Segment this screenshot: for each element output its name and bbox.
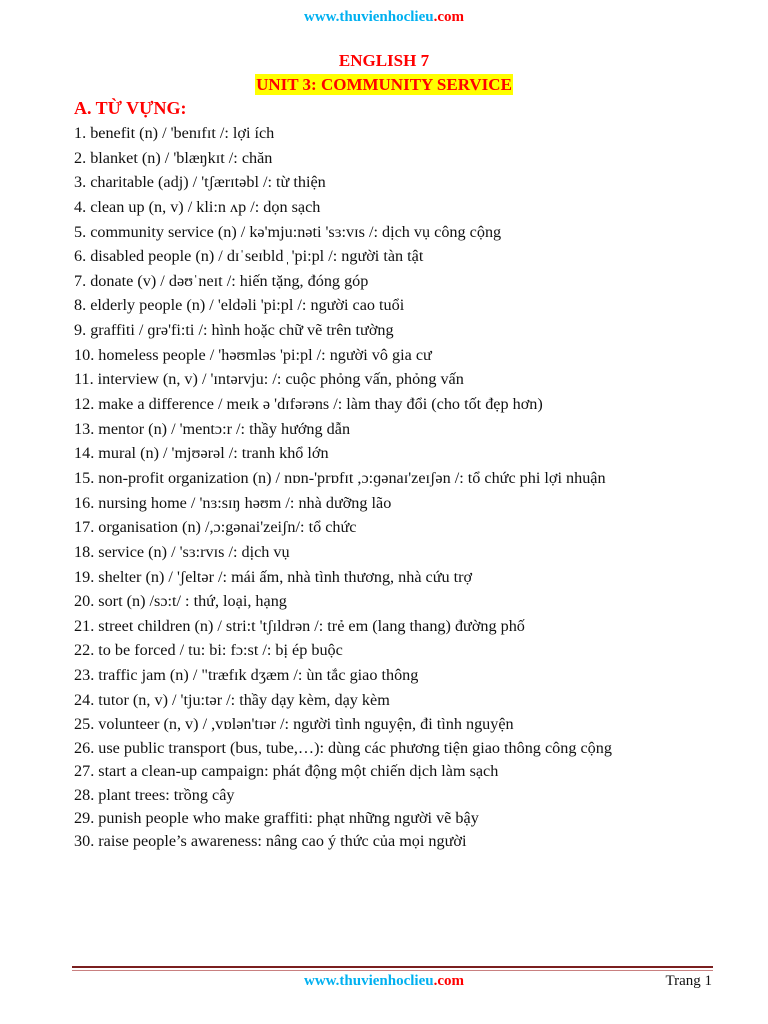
document-title: ENGLISH 7 [338,51,430,70]
vocab-item: 17. organisation (n) /,ɔ:gənai'zeiʃn/: tổ chức [74,518,357,537]
vocab-item: 30. raise people’s awareness: nâng cao ý thức của mọi người [74,832,467,851]
vocab-item: 14. mural (n) / 'mjʊərəl /: tranh khổ lớn [74,444,329,463]
header-site-domain: .com [433,9,464,25]
vocab-item: 29. punish people who make graffiti: phạt những người vẽ bậy [74,808,479,827]
vocab-item: 16. nursing home / 'nɜ:sɪŋ həʊm /: nhà dưỡng lão [74,493,392,512]
footer-divider-thin [72,970,713,971]
vocab-item: 23. traffic jam (n) / "træfɪk dʒæm /: ùn tắc giao thông [74,666,419,685]
footer-divider [72,966,713,968]
section-heading: A. TỪ VỰNG: [74,98,187,118]
vocab-item: 1. benefit (n) / 'benɪfɪt /: lợi ích [74,124,275,142]
vocab-item: 3. charitable (adj) / 'tʃærɪtəbl /: từ thiện [74,173,326,192]
unit-title: UNIT 3: COMMUNITY SERVICE [256,75,512,94]
vocab-item: 7. donate (v) / dəʊˈneɪt /: hiến tặng, đóng góp [74,271,369,290]
vocab-item: 4. clean up (n, v) / kli:n ʌp /: dọn sạch [74,197,321,216]
vocab-item: 25. volunteer (n, v) / ,vɒlən'tɪər /: người tình nguyện, đi tình nguyện [74,715,514,734]
vocab-item: 18. service (n) / 'sɜ:rvɪs /: dịch vụ [74,542,290,561]
footer-site-domain: .com [433,973,464,989]
vocab-item: 5. community service (n) / kə'mju:nəti 'sɜ:vɪs /: dịch vụ công cộng [74,222,502,241]
vocab-item: 12. make a difference / meɪk ə 'dɪfərəns /: làm thay đổi (cho tốt đẹp hơn) [74,395,543,414]
vocab-item: 19. shelter (n) / 'ʃeltər /: mái ấm, nhà tình thương, nhà cứu trợ [74,567,473,586]
vocab-item: 13. mentor (n) / 'mentɔ:r /: thầy hướng dẫn [74,419,351,438]
vocab-item: 21. street children (n) / stri:t 'tʃɪldrən /: trẻ em (lang thang) đường phố [74,616,525,635]
vocab-item: 9. graffiti / ɡrə'fi:ti /: hình hoặc chữ vẽ trên tường [74,321,394,340]
vocab-item: 22. to be forced / tu: bi: fɔ:st /: bị ép buộc [74,641,343,660]
header-site-name: www.thuvienhoclieu [303,9,434,25]
vocab-item: 28. plant trees: trồng cây [74,785,235,804]
page-number: Trang 1 [665,973,712,989]
vocab-item: 2. blanket (n) / 'blæŋkɪt /: chăn [74,148,273,167]
vocab-item: 15. non-profit organization (n) / nɒn-'prɒfɪt ,ɔ:ɡənaɪ'zeɪʃən /: tổ chức phi lợi nhuận [74,468,606,487]
vocab-item: 10. homeless people / 'həʊmləs 'pi:pl /: người vô gia cư [74,345,432,364]
vocab-item: 6. disabled people (n) / dɪˈseɪbld ̩ 'pi:pl /: người tàn tật [74,247,424,266]
header-site-link[interactable] [0,9,768,26]
vocab-item: 24. tutor (n, v) / 'tju:tər /: thầy dạy kèm, dạy kèm [74,690,390,709]
vocab-item: 27. start a clean-up campaign: phát động một chiến dịch làm sạch [74,762,499,781]
unit-title-wrap [0,74,768,95]
vocab-item: 11. interview (n, v) / 'ɪntərvju: /: cuộc phỏng vấn, phỏng vấn [74,370,464,389]
vocab-item: 20. sort (n) /sɔ:t/ : thứ, loại, hạng [74,592,287,611]
footer-site-name: www.thuvienhoclieu [303,973,434,989]
vocab-list [74,121,754,854]
vocab-item: 26. use public transport (bus, tube,…): dùng các phương tiện giao thông công cộng [74,739,612,758]
vocab-item: 8. elderly people (n) / 'eldəli 'pi:pl /: người cao tuổi [74,296,405,315]
footer-site-link[interactable] [0,973,768,990]
